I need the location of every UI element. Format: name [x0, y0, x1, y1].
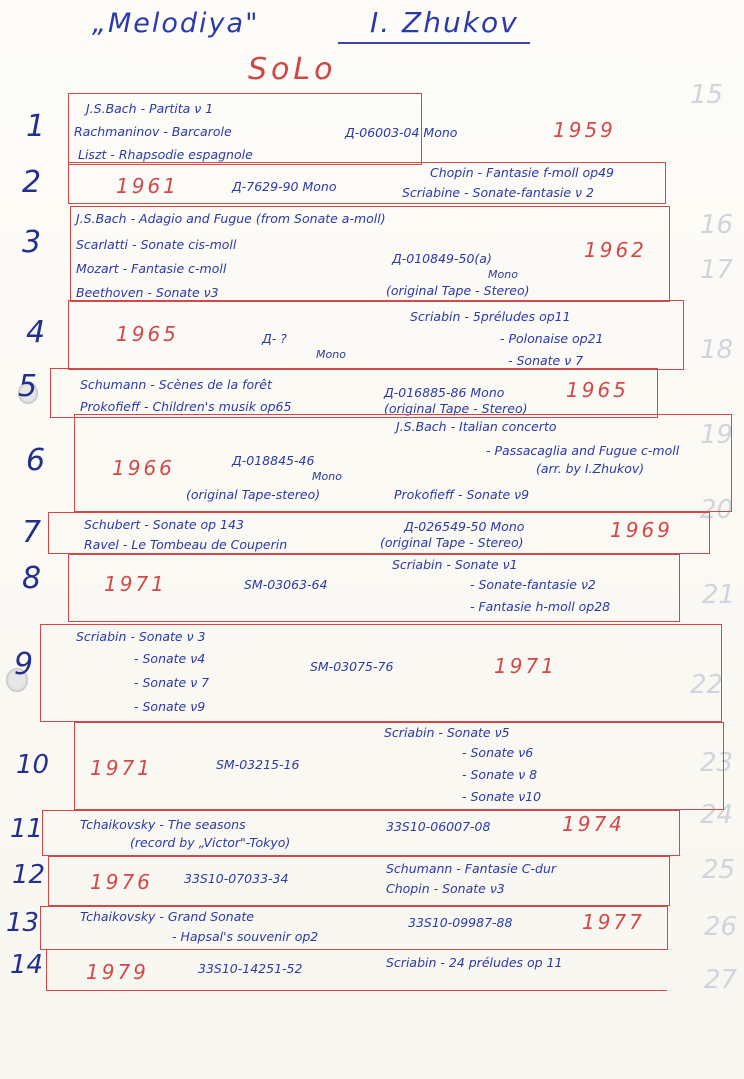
entry-work: - Sonate ν 7: [134, 675, 210, 690]
entry-year: 1971: [494, 654, 557, 678]
entry-work: Schumann - Fantasie C-dur: [386, 861, 557, 876]
entry-work: - Sonate ν6: [462, 745, 534, 760]
entry-format: Mono: [488, 268, 518, 281]
entry-catalog: SM-03063-64: [244, 577, 328, 592]
entry-work: Chopin - Sonate ν3: [386, 881, 505, 896]
entry-number: 9: [14, 647, 34, 682]
entry-year: 1959: [553, 118, 616, 142]
entry-catalog: Д-018845-46: [232, 453, 315, 468]
entry-number: 12: [12, 860, 46, 890]
bleed-through-mark: 27: [704, 965, 738, 995]
entry-catalog: Д-016885-86 Mono: [384, 385, 505, 400]
entry-work: Scriabin - Sonate ν 3: [76, 629, 206, 644]
entry-format: Mono: [316, 348, 346, 361]
entry-year: 1965: [116, 322, 179, 346]
entry-number: 14: [10, 950, 44, 980]
entry-work: Schubert - Sonate op 143: [84, 517, 244, 532]
bleed-through-mark: 19: [700, 420, 734, 450]
entry-year: 1979: [86, 960, 149, 984]
entry-format: Mono: [312, 470, 342, 483]
entry-number: 11: [10, 814, 44, 844]
entry-number: 2: [22, 165, 42, 200]
entry-work: Beethoven - Sonate ν3: [76, 285, 219, 300]
entry-year: 1962: [584, 238, 647, 262]
entry-year: 1971: [104, 572, 167, 596]
entry-catalog: Д-06003-04 Mono: [345, 125, 458, 140]
entry-year: 1966: [112, 456, 175, 480]
entry-number: 4: [26, 315, 46, 350]
entry-catalog: Д-7629-90 Mono: [232, 179, 337, 194]
entry-work: Liszt - Rhapsodie espagnole: [78, 147, 253, 162]
entry-number: 8: [22, 561, 42, 596]
entry-work: - Sonate ν 8: [462, 767, 538, 782]
label-name: „Melodiya": [92, 8, 260, 39]
entry-work: - Sonate-fantasie ν2: [470, 577, 596, 592]
entry-work: Scarlatti - Sonate cis-moll: [76, 237, 237, 252]
entry-year: 1965: [566, 378, 629, 402]
bleed-through-mark: 16: [700, 210, 734, 240]
bleed-through-mark: 18: [700, 335, 734, 365]
entry-work: - Passacaglia and Fugue c-moll: [486, 443, 680, 458]
entry-work: Tchaikovsky - The seasons: [80, 817, 246, 832]
entry-tape: (original Tape-stereo): [186, 487, 321, 502]
bleed-through-mark: 25: [702, 855, 736, 885]
entry-work: - Polonaise op21: [500, 331, 604, 346]
entry-number: 3: [22, 225, 42, 260]
entry-number: 10: [16, 750, 50, 780]
bleed-through-mark: 20: [700, 495, 734, 525]
entry-catalog: Д-010849-50(a): [392, 251, 492, 266]
bleed-through-mark: 23: [700, 748, 734, 778]
entry-year: 1977: [582, 910, 645, 934]
bleed-through-mark: 15: [690, 80, 724, 110]
entry-work: (arr. by I.Zhukov): [536, 461, 645, 476]
bleed-through-mark: 22: [690, 670, 724, 700]
entry-work: Scriabin - Sonate ν5: [384, 725, 510, 740]
bleed-through-mark: 17: [700, 255, 734, 285]
entry-work: Chopin - Fantasie f-moll op49: [430, 165, 614, 180]
entry-number: 5: [18, 369, 38, 404]
bleed-through-mark: 21: [702, 580, 736, 610]
entry-work: Scriabine - Sonate-fantasie ν 2: [402, 185, 594, 200]
entry-work: Prokofieff - Sonate ν9: [394, 487, 530, 502]
artist-name: I. Zhukov: [370, 6, 519, 39]
entry-work: - Sonate ν10: [462, 789, 542, 804]
entry-catalog: 33S10-09987-88: [408, 915, 513, 930]
entry-year: 1974: [562, 812, 625, 836]
entry-work: Scriabin - Sonate ν1: [392, 557, 518, 572]
entry-work: Rachmaninov - Barcarole: [74, 124, 232, 139]
entry-work: J.S.Bach - Adagio and Fugue (from Sonate a-moll): [76, 211, 386, 226]
entry-year: 1976: [90, 870, 153, 894]
entry-work: - Sonate ν 7: [508, 353, 584, 368]
entry-work: Scriabin - 24 préludes op 11: [386, 955, 563, 970]
entry-number: 13: [6, 908, 40, 938]
entry-work: - Sonate ν9: [134, 699, 206, 714]
bleed-through-mark: 24: [700, 800, 734, 830]
entry-work: - Sonate ν4: [134, 651, 206, 666]
entry-work: Prokofieff - Children's musik op65: [80, 399, 292, 414]
entry-work: Tchaikovsky - Grand Sonate: [80, 909, 254, 924]
entry-tape: (original Tape - Stereo): [386, 283, 530, 298]
entry-number: 7: [22, 515, 42, 550]
entry-number: 6: [26, 443, 46, 478]
section-title: SoLo: [248, 52, 337, 87]
entry-catalog: 33S10-07033-34: [184, 871, 289, 886]
entry-work: Scriabin - 5préludes op11: [410, 309, 571, 324]
entry-year: 1961: [116, 174, 179, 198]
entry-catalog: 33S10-14251-52: [198, 961, 303, 976]
entry-work: Mozart - Fantasie c-moll: [76, 261, 227, 276]
entry-number: 1: [26, 109, 46, 144]
entry-work: Ravel - Le Tombeau de Couperin: [84, 537, 288, 552]
entry-work: J.S.Bach - Partita ν 1: [86, 101, 214, 116]
entry-year: 1969: [610, 518, 673, 542]
entry-catalog: SM-03215-16: [216, 757, 300, 772]
entry-work: - Fantasie h-moll op28: [470, 599, 611, 614]
entry-catalog: 33S10-06007-08: [386, 819, 491, 834]
artist-underline: [338, 42, 530, 44]
entry-tape: (original Tape - Stereo): [384, 401, 528, 416]
entry-work: Schumann - Scènes de la forêt: [80, 377, 272, 392]
entry-work: - Hapsal's souvenir op2: [172, 929, 319, 944]
entry-year: 1971: [90, 756, 153, 780]
entry-catalog: Д- ?: [262, 331, 287, 346]
bleed-through-mark: 26: [704, 912, 738, 942]
entry-tape: (original Tape - Stereo): [380, 535, 524, 550]
entry-catalog: SM-03075-76: [310, 659, 394, 674]
entry-catalog: Д-026549-50 Mono: [404, 519, 525, 534]
entry-work: (record by „Victor"-Tokyo): [130, 835, 291, 850]
entry-work: J.S.Bach - Italian concerto: [396, 419, 557, 434]
